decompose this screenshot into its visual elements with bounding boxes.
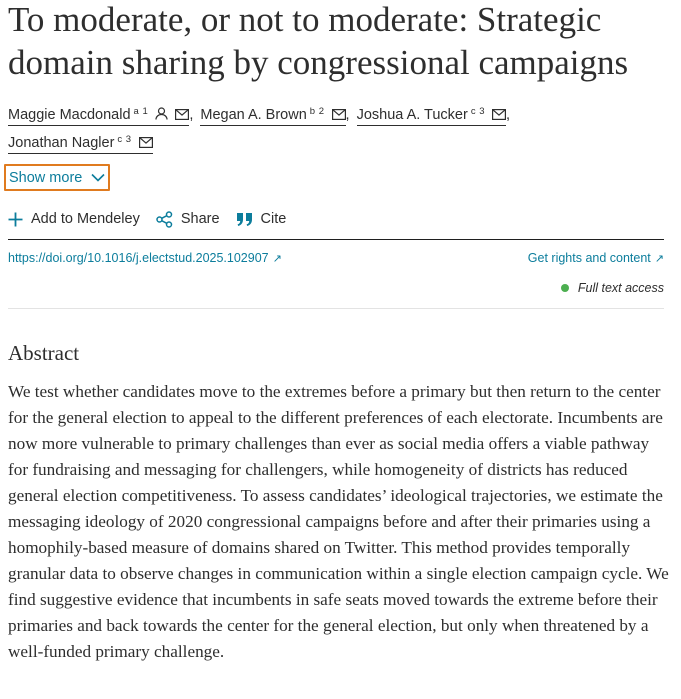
abstract-text: We test whether candidates move to the extremes before a primary but then return to the center for the general election to appeal to the different preferences of each electorate. Incumbents are now more vulnerable to primary challenges than ever as social media offers a viable pathway for fundraising and messaging for challengers, while homogeneity of districts has reduced general election competitiveness. To assess candidates’ ideological trajectories, we estimate the messaging ideology of 2020 congressional campaigns before and after their primaries using a homophily-based measure of domains shared on Twitter. This method provides temporally granular data to observe changes in communication within a single election campaign cycle. We find suggestive evidence that incumbents in safe seats moved towards the extreme before their primaries and back towards the center for the general election, but only when threatened by a well-funded primary challenge.: [8, 382, 669, 661]
author-link[interactable]: [357, 103, 506, 126]
access-status: [561, 281, 664, 295]
email-icon: [139, 137, 153, 148]
plus-icon: [8, 212, 23, 227]
chevron-down-icon: [91, 173, 105, 182]
doi-link[interactable]: [8, 251, 282, 265]
share-button[interactable]: [156, 211, 220, 228]
author-name: Megan A. Brown: [200, 107, 307, 123]
doi-text: https://doi.org/10.1016/j.electstud.2025.102907: [8, 251, 269, 265]
author-affiliation: c 3: [117, 134, 132, 145]
author-name: Jonathan Nagler: [8, 135, 115, 151]
person-icon: [155, 107, 168, 120]
abstract-heading: Abstract: [8, 341, 80, 365]
share-label: Share: [180, 211, 220, 227]
author-link[interactable]: [8, 103, 189, 126]
author-affiliation: a 1: [133, 106, 149, 117]
rights-text: Get rights and content: [527, 251, 651, 265]
mendeley-label: Add to Mendeley: [31, 211, 140, 227]
show-more-label: Show more: [9, 169, 83, 186]
rights-link[interactable]: [528, 251, 664, 265]
author-affiliation: b 2: [309, 106, 325, 117]
author-name: Joshua A. Tucker: [356, 107, 468, 123]
cite-label: Cite: [260, 211, 287, 227]
author-link[interactable]: [8, 131, 153, 154]
email-icon: [492, 109, 506, 120]
add-to-mendeley-button[interactable]: [8, 211, 140, 227]
divider: [8, 239, 664, 240]
access-dot-icon: [561, 284, 569, 292]
author-name: Maggie Macdonald: [8, 107, 131, 123]
external-link-icon: ↗: [654, 253, 664, 265]
author-affiliation: c 3: [470, 106, 486, 117]
author-list: Maggie Macdonald $^{a 1}$ , Megan A. Brown $^{b 2}$ , Joshua A. Tucker $^{c 3}$ , Jonathan Nagler $^{c 3}$: [8, 103, 668, 155]
article-actions: [8, 208, 302, 230]
external-link-icon: ↗: [272, 253, 282, 265]
divider: [8, 308, 664, 309]
access-text: Full text access: [577, 281, 664, 295]
quote-icon: [236, 212, 253, 227]
share-icon: [156, 211, 173, 228]
cite-button[interactable]: [236, 211, 287, 227]
email-icon: [175, 109, 189, 120]
email-icon: [332, 109, 346, 120]
author-link[interactable]: [200, 103, 345, 126]
show-more-button[interactable]: [4, 164, 110, 191]
article-title: To moderate, or not to moderate: Strategic domain sharing by congressional campaigns: [8, 0, 629, 82]
